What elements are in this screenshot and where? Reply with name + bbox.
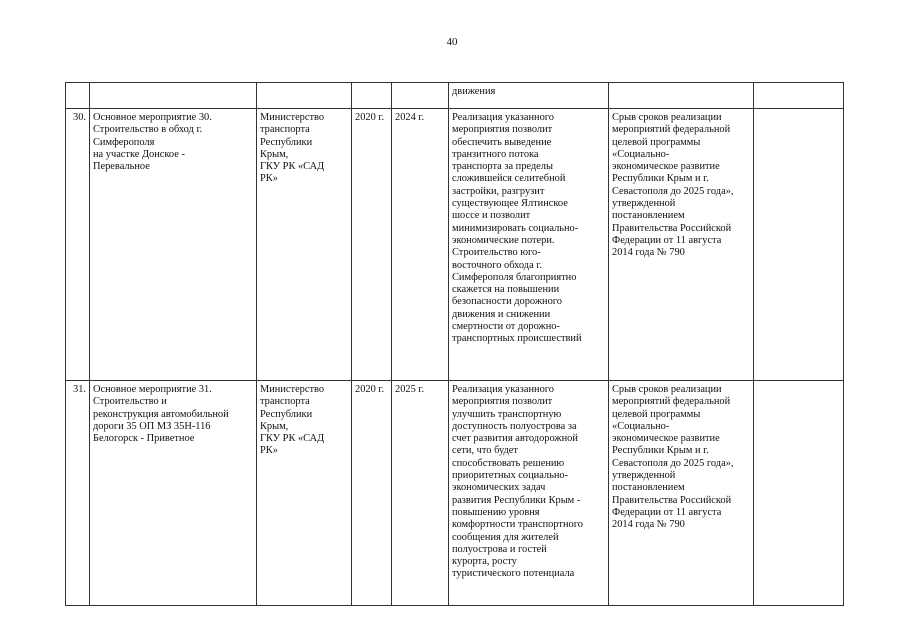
non-implementation-consequence: Срыв сроков реализации мероприятий федеральной целевой программы «Социально- экономическое развитие Республики Крым и г. Севастополя до 2025 года», утвержденной постановлением Правительства Российской Федерации от 11 августа 2014 года № 790 <box>609 381 754 606</box>
cell-executor <box>257 83 352 109</box>
row-number: 31. <box>66 381 90 606</box>
event-name: Основное мероприятие 31. Строительство и реконструкция автомобильной дороги 35 ОП МЗ 35Н-116 Белогорск - Приветное <box>90 381 257 606</box>
table-row <box>66 109 844 381</box>
page-number: 40 <box>446 36 458 48</box>
start-year: 2020 г. <box>352 109 392 381</box>
expected-result: Реализация указанного мероприятия позволит улучшить транспортную доступность полуострова за счет развития автодорожной сети, что будет способствовать решению приоритетных социально- экономических задач развития Республики Крым - повышению уровня комфортности транспортного сообщения для жителей полуострова и гостей курорта, росту туристического потенциала <box>449 381 609 606</box>
executor: Министерство транспорта Республики Крым, ГКУ РК «САД РК» <box>257 381 352 606</box>
cell-links <box>754 83 844 109</box>
cell-num <box>66 83 90 109</box>
end-year: 2024 г. <box>392 109 449 381</box>
cell-consequence <box>609 83 754 109</box>
cell-start <box>352 83 392 109</box>
expected-result: Реализация указанного мероприятия позволит обеспечить выведение транзитного потока транспорта за пределы сложившейся селитебной застройки, разгрузит существующее Ялтинское шоссе и позволит минимизировать социально- экономические потери. Строительство юго- восточного обхода г. Симферополя благоприятно скажется на повышении безопасности дорожного движения и снижении смертности от дорожно- транспортных происшествий <box>449 109 609 381</box>
row-number: 30. <box>66 109 90 381</box>
start-year: 2020 г. <box>352 381 392 606</box>
cell-end <box>392 83 449 109</box>
table-row <box>66 381 844 606</box>
cell-effect: движения <box>449 83 609 109</box>
cell-event <box>90 83 257 109</box>
end-year: 2025 г. <box>392 381 449 606</box>
event-name: Основное мероприятие 30. Строительство в обход г. Симферополя на участке Донское - Перевальное <box>90 109 257 381</box>
executor: Министерство транспорта Республики Крым, ГКУ РК «САД РК» <box>257 109 352 381</box>
related-indicators <box>754 381 844 606</box>
related-indicators <box>754 109 844 381</box>
measures-table <box>65 82 844 606</box>
table-row-continuation <box>66 83 844 109</box>
non-implementation-consequence: Срыв сроков реализации мероприятий федеральной целевой программы «Социально- экономическое развитие Республики Крым и г. Севастополя до 2025 года», утвержденной постановлением Правительства Российской Федерации от 11 августа 2014 года № 790 <box>609 109 754 381</box>
